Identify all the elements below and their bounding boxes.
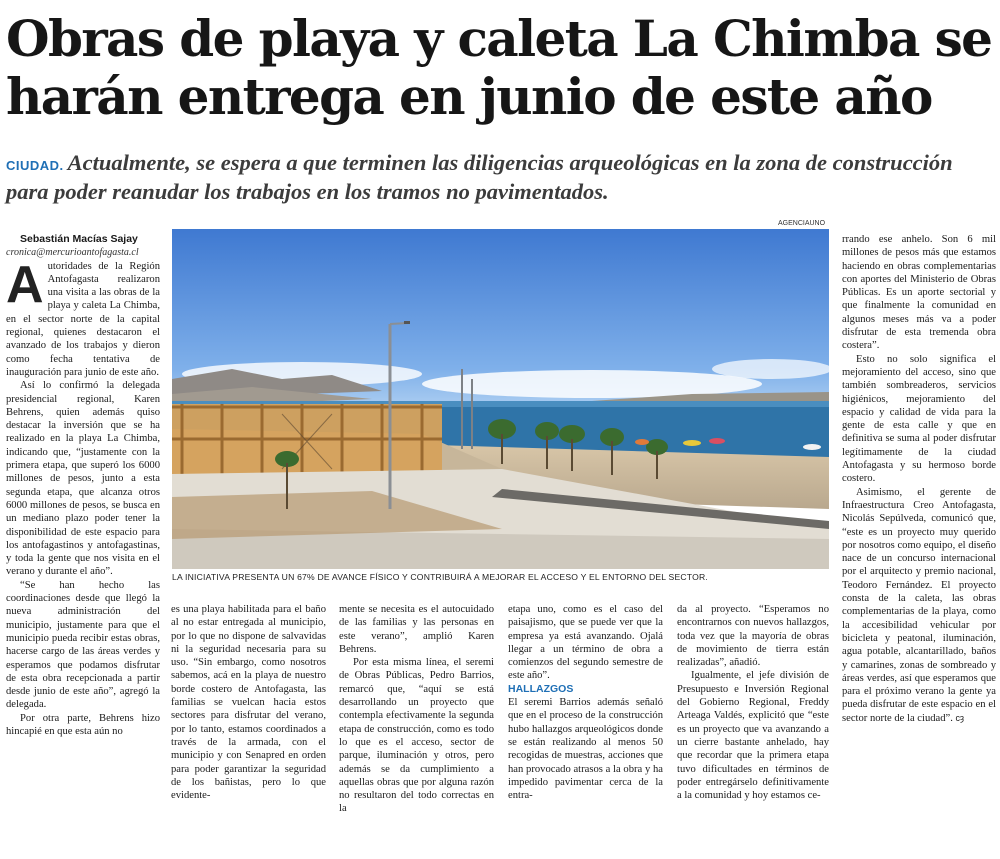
paragraph: El seremi Barrios además señaló que en el proceso de la construcción hubo hallazgos arqueológicos donde se están realizando al menos 50 recogidas de muestras, acciones que han provocado atrasos a la obra y ha impedido pavimentar cerca de la entra- <box>508 697 663 802</box>
paragraph: Por otra parte, Behrens hizo hincapié en que esta aún no <box>6 712 160 737</box>
paragraph: etapa uno, como es el caso del paisajismo, que se puede ver que la empresa ya está avanzando. Ojalá llegar a un término de obra a comienzos del segundo semestre de este año”. <box>508 604 663 682</box>
paragraph: Igualmente, el jefe división de Presupuesto e Inversión Regional del Gobierno Regional, Freddy Arteaga Valdés, explicitó que “este es un proyecto que va avanzando a un cierre bastante anhelado, hay que recordar que la primera etapa tuvo dificultades en términos de poder entregárselo definitivamente a la comunidad y hoy estamos ce- <box>677 670 829 802</box>
paragraph: mente se necesita es el autocuidado de las familias y las personas en este verano”, amplió Karen Behrens. <box>339 604 494 655</box>
photo-credit: AGENCIAUNO <box>778 220 826 227</box>
section-label: CIUDAD. <box>6 158 64 173</box>
paragraph: Por esta misma línea, el seremi de Obras Públicas, Pedro Barrios, remarcó que, “aquí se está desarrollando un proyecto que contempla efectivamente la segunda etapa de construcción, como es todo lo que es el acceso, sector de parque, iluminación y otros, pero además se da cumplimiento a aquellas obras que por alguna razón no resultaron del todo correctas en la <box>339 657 494 815</box>
article-column-4 <box>508 603 663 855</box>
byline-author: Sebastián Macías Sajay <box>20 233 138 245</box>
paragraph: Así lo confirmó la delegada presidencial regional, Karen Behrens, quien además quiso destacar la inversión que se ha realizado en la playa La Chimba, indicando que, “justamente con la primera etapa, que superó los 6000 millones de pesos, junto a esta segunda etapa, que alcanza otros 6000 millones de pesos, se busca en un mediano plazo poder tener la disponibilidad de este espacio para los antofagastinos y antofagastinas, y toda la gente que nos visita en el verano y durante el año”. <box>6 380 160 578</box>
paragraph: Autoridades de la Región Antofagasta realizaron una visita a las obras de la playa y caleta La Chimba, en el sector norte de la capital regional, quienes destacaron el avanzado de los trabajos y dieron como fecha tentativa de inauguración para junio de este año. <box>6 255 160 378</box>
subhead-hallazgos: HALLAZGOS <box>508 682 574 695</box>
beach-construction-photo <box>172 229 829 569</box>
paragraph: “Se han hecho las coordinaciones desde que llegó la nueva administración del municipio, justamente para que el municipio pueda recibir estas obras, hacerse cargo de las áreas verdes y esperamos que podamos disfrutar de esta obra recepcionada a partir desde junio de este año”, agregó la delegada. <box>6 579 160 711</box>
drop-cap: A <box>6 255 44 314</box>
deck-text: Actualmente, se espera a que terminen las diligencias arqueológicas en la zona de construcción para poder reanudar los trabajos en los tramos no pavimentados. <box>6 150 953 204</box>
article-photo <box>172 229 829 569</box>
headline: Obras de playa y caleta La Chimba se harán entrega en junio de este año <box>6 9 992 126</box>
byline-email: cronica@mercurioantofagasta.cl <box>6 247 139 259</box>
paragraph: es una playa habilitada para el baño al no estar entregada al municipio, por lo que no dispone de salvavidas ni la seguridad necesaria para su uso. “Sin embargo, como nosotros sabemos, acá en la playa de nuestro borde costero de Antofagasta, las familias se vuelcan hacia estos sectores para disfrutar del verano, por lo tanto, estamos coordinados a través de la armada, con el municipio y con Senapred en orden para poder garantizar la seguridad de los bañistas, pero lo que evidente- <box>171 604 326 802</box>
paragraph: rrando ese anhelo. Son 6 mil millones de pesos más que estamos haciendo en obras complementarias con aportes del Ministerio de Obras Públicas. Es un aporte sectorial y que finalmente la comunidad en algunos meses más va a poder disfrutar de esta tremenda obra costera”. <box>842 234 996 352</box>
end-mark: ᴄȝ <box>955 712 964 723</box>
article-column-3 <box>339 603 494 855</box>
paragraph: da al proyecto. “Esperamos no encontrarnos con nuevos hallazgos, toda vez que la mayoría de obras de movimiento de tierra están realizadas”, añadió. <box>677 604 829 669</box>
photo-caption: LA INICIATIVA PRESENTA UN 67% DE AVANCE FÍSICO Y CONTRIBUIRÁ A MEJORAR EL ACCESO Y EL ENTORNO DEL SECTOR. <box>172 572 708 582</box>
article-column-1 <box>6 233 160 855</box>
paragraph: Asimismo, el gerente de Infraestructura Creo Antofagasta, Nicolás Sepúlveda, comunicó que, “este es un proyecto muy querido por nosotros como equipo, el diseño nace de un concurso internacional por el arquitecto y premio nacional, Teodoro Fernández. El proyecto consta de la caleta, las obras complementarias de la playa, como la accesibilidad vehicular por bicicleta y peatonal, iluminación, agua potable, alcantarillado, baños y camarines, zonas de sombreado y áreas verdes, así que esperamos que para el próximo verano la gente ya pueda disfrutar de este espacio en el sector norte de la ciudad”. ᴄȝ <box>842 486 996 724</box>
deck <box>6 150 996 205</box>
article-column-5 <box>677 603 829 855</box>
article-column-6 <box>842 233 996 855</box>
article-column-2 <box>171 603 326 855</box>
paragraph: Esto no solo significa el mejoramiento del acceso, sino que también sombreaderos, servicios higiénicos, mejoramiento del espacio y calidad de vida para la gente de esta calle y que en definitiva se suma al poder disfrutar legítimamente de la ciudad Antofagasta y su hermoso borde costero. <box>842 353 996 485</box>
